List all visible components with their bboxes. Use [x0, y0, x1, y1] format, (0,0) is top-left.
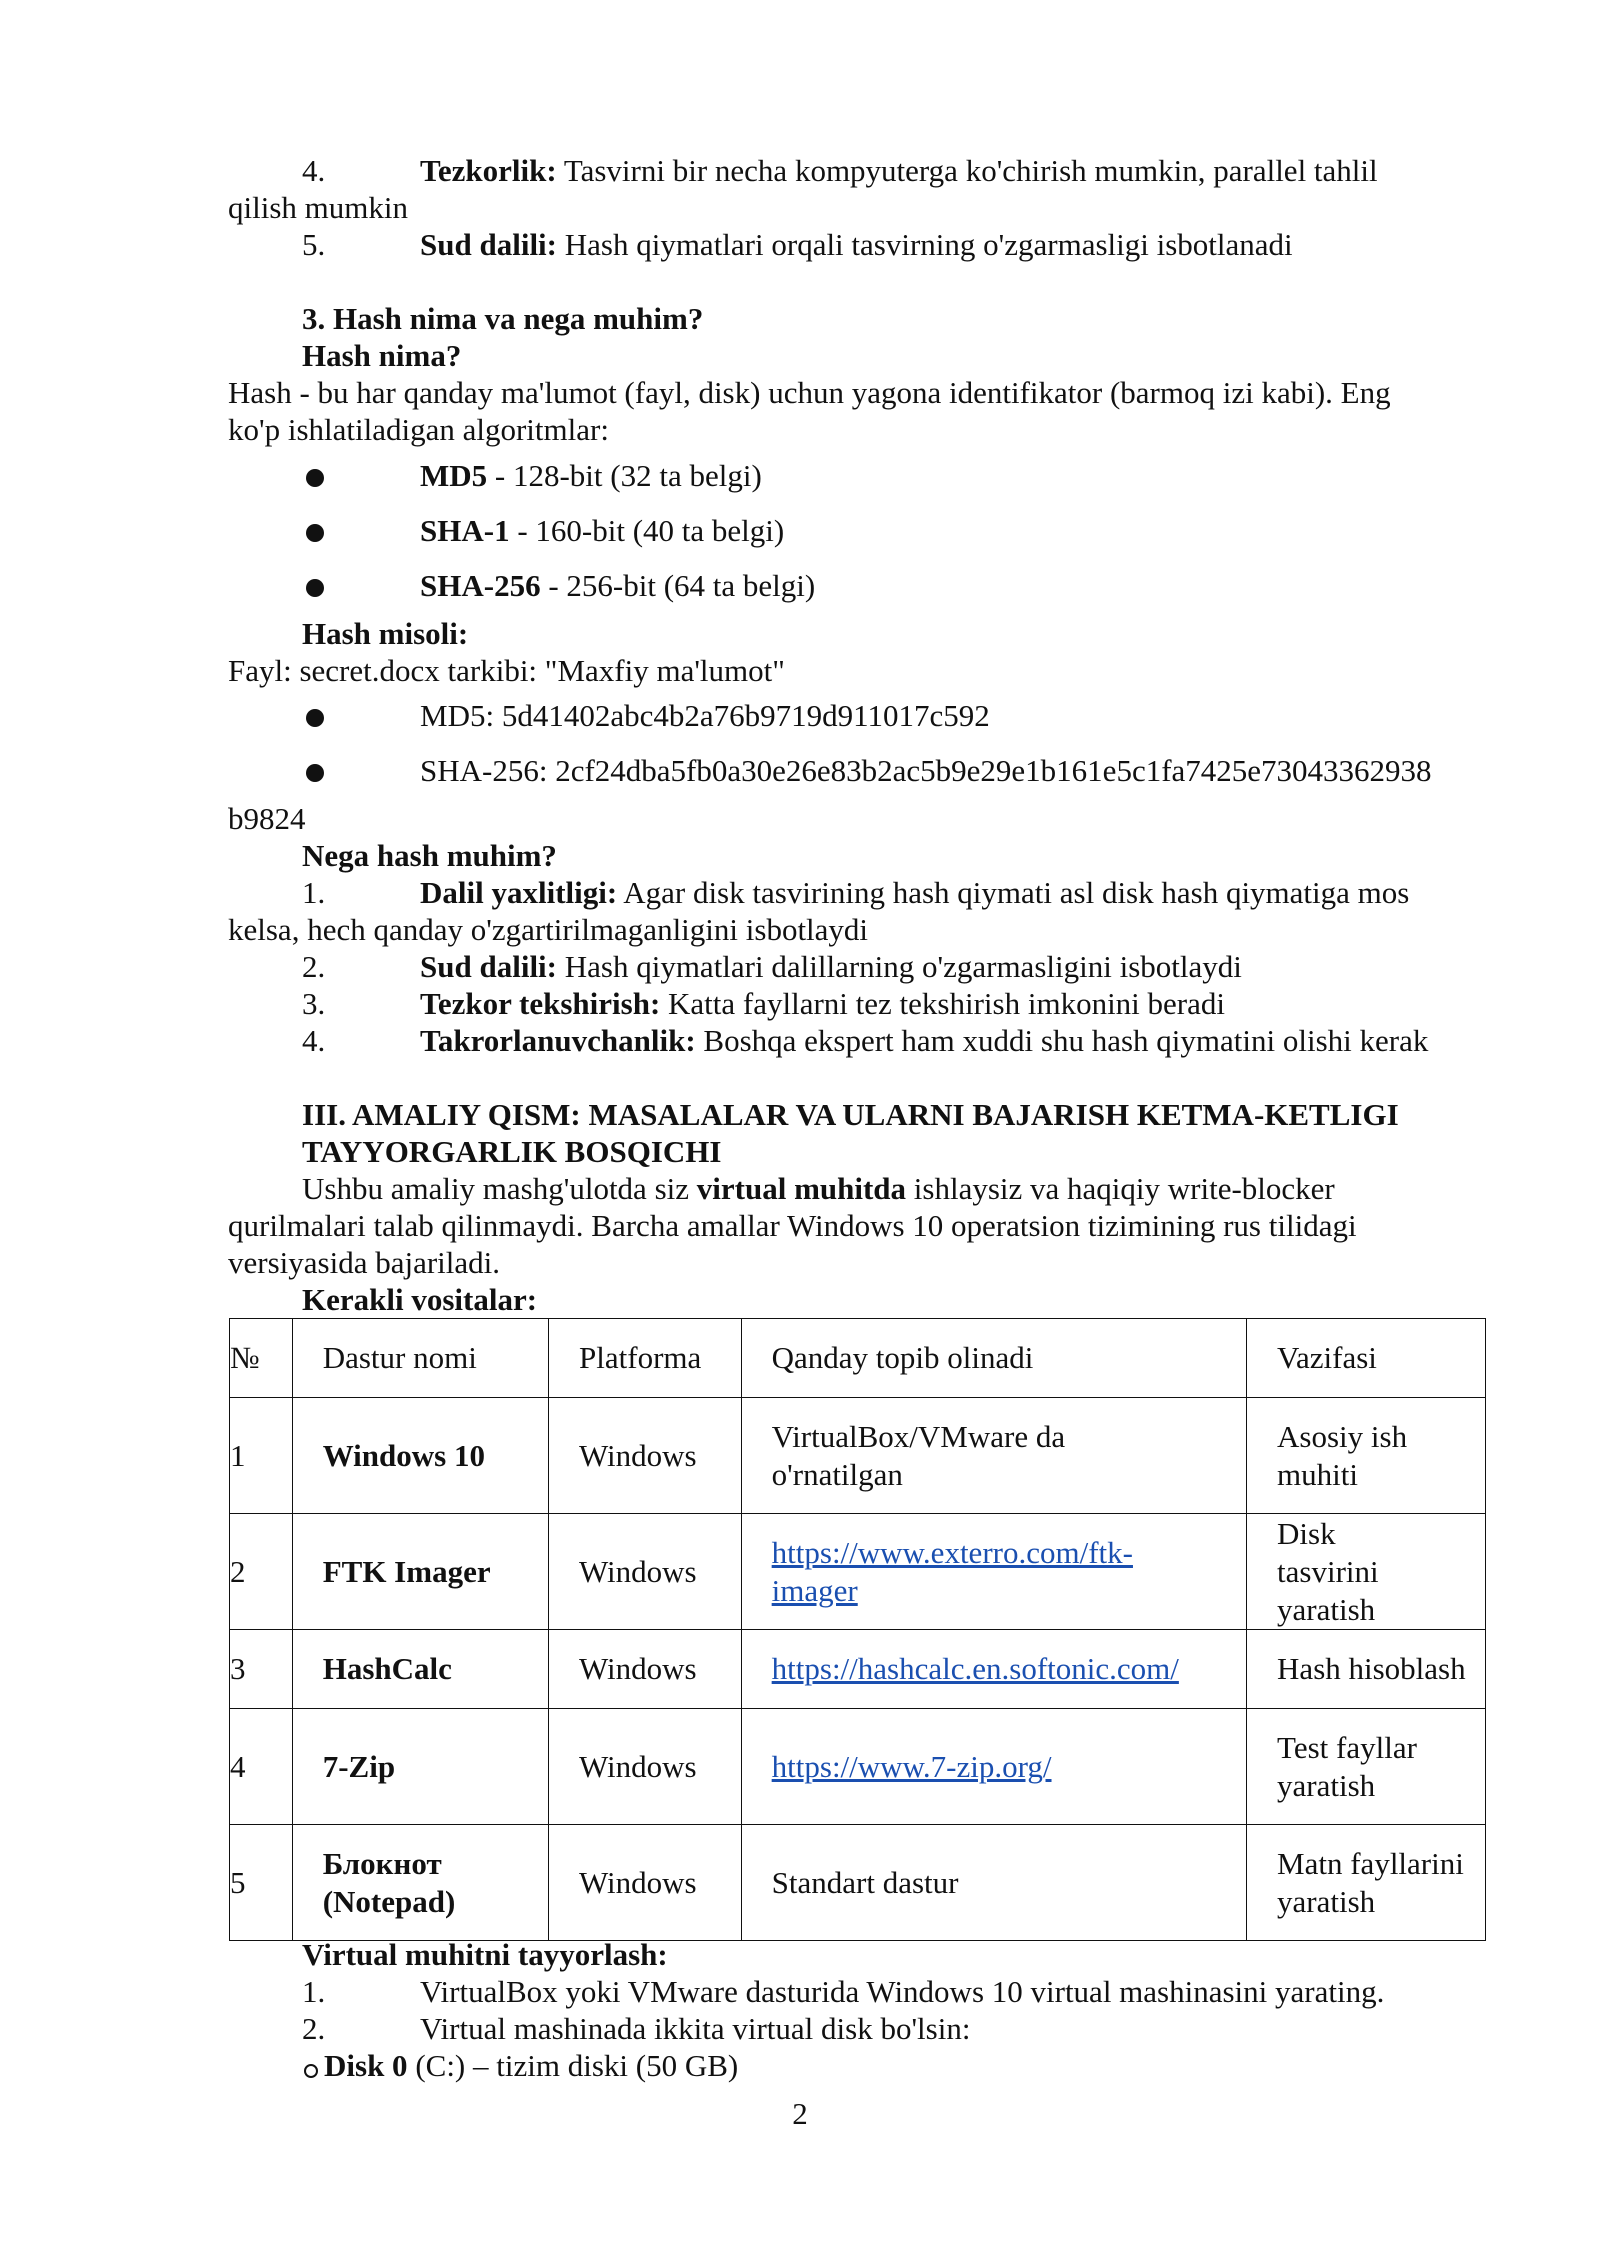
table-row	[230, 1630, 1486, 1709]
vm-step: VirtualBox yoki VMware dasturida Windows 10 virtual mashinasini yarating.	[420, 1974, 1385, 2009]
algorithm-name: SHA-256	[420, 568, 541, 603]
list-number: 5.	[302, 227, 326, 262]
example-md5: MD5: 5d41402abc4b2a76b9719d911017c592	[420, 698, 990, 733]
row-number: 1	[230, 1398, 293, 1514]
tool-platform: Windows	[549, 1709, 742, 1825]
disk-desc: (C:) – tizim diski (50 GB)	[407, 2048, 739, 2083]
subheading-hash-nima: Hash nima?	[302, 338, 462, 373]
algorithm-name: SHA-1	[420, 513, 510, 548]
list-number: 3.	[302, 986, 326, 1021]
part-heading: III. AMALIY QISM: MASALALAR VA ULARNI BAJARISH KETMA-KETLIGI	[302, 1097, 1399, 1132]
bullet-icon	[306, 524, 324, 542]
task-text: Asosiy ish muhiti	[1277, 1418, 1408, 1492]
tool-task: Hash hisoblash	[1247, 1630, 1486, 1709]
subheading-nega-hash-muhim: Nega hash muhim?	[302, 838, 557, 873]
algorithm-desc: - 128-bit (32 ta belgi)	[487, 458, 762, 493]
tool-source	[741, 1398, 1246, 1514]
reason-title: Dalil yaxlitligi:	[420, 875, 618, 910]
list-number: 4.	[302, 153, 326, 188]
row-number: 5	[230, 1825, 293, 1941]
list-item-body: Tasvirni bir necha kompyuterga ko'chirish mumkin, parallel tahlil	[556, 153, 1378, 188]
list-item-text	[420, 226, 1293, 264]
reason-body: Agar disk tasvirining hash qiymati asl disk hash qiymatiga mos	[617, 875, 1410, 910]
paragraph-line: versiyasida bajariladi.	[228, 1245, 501, 1280]
reason-body: Boshqa ekspert ham xuddi shu hash qiymatini olishi kerak	[695, 1023, 1429, 1058]
paragraph-text: Ushbu amaliy mashg'ulotda siz	[302, 1171, 697, 1206]
paragraph-bold: virtual muhitda	[696, 1171, 907, 1206]
tool-name: 7-Zip	[292, 1709, 548, 1825]
paragraph-line: Hash - bu har qanday ma'lumot (fayl, disk) uchun yagona identifikator (barmoq izi kabi). Eng	[228, 375, 1391, 410]
tool-source	[741, 1709, 1246, 1825]
list-number: 2.	[302, 949, 326, 984]
example-sha256-continuation: b9824	[228, 801, 306, 836]
task-text: Test fayllar yaratish	[1277, 1729, 1417, 1803]
reason-title: Tezkor tekshirish:	[420, 986, 661, 1021]
paragraph-line: ko'p ishlatiladigan algoritmlar:	[228, 412, 609, 447]
list-number: 4.	[302, 1023, 326, 1058]
tool-name: Windows 10	[292, 1398, 548, 1514]
algorithm-item	[420, 567, 815, 605]
reason-item	[420, 948, 1242, 986]
table-row	[230, 1514, 1486, 1630]
example-sha256: SHA-256: 2cf24dba5fb0a30e26e83b2ac5b9e29e1b161e5c1fa7425e73043362938	[420, 753, 1432, 788]
reason-continuation: kelsa, hech qanday o'zgartirilmaganligini isbotlaydi	[228, 912, 869, 947]
tool-source: Standart dastur	[741, 1825, 1246, 1941]
column-header: №	[230, 1319, 293, 1398]
task-text: Matn fayllarini yaratish	[1277, 1845, 1464, 1919]
paragraph-line	[302, 1170, 1335, 1208]
tools-table	[229, 1318, 1486, 1941]
list-number: 1.	[302, 1974, 326, 2009]
reason-body: Katta fayllarni tez tekshirish imkonini beradi	[660, 986, 1226, 1021]
subheading-hash-misoli: Hash misoli:	[302, 616, 469, 651]
reason-item	[420, 985, 1225, 1023]
tool-task	[1247, 1398, 1486, 1514]
tool-task	[1247, 1514, 1486, 1630]
tool-platform: Windows	[549, 1630, 742, 1709]
table-row	[230, 1398, 1486, 1514]
paragraph-line: qurilmalari talab qilinmaydi. Barcha amallar Windows 10 operatsion tizimining rus tilidagi	[228, 1208, 1357, 1243]
reason-item	[420, 874, 1409, 912]
reason-title: Sud dalili:	[420, 949, 557, 984]
reason-body: Hash qiymatlari dalillarning o'zgarmasligini isbotlaydi	[557, 949, 1242, 984]
disk-name: Disk 0	[324, 2048, 408, 2083]
algorithm-item	[420, 457, 762, 495]
list-item-text	[420, 152, 1378, 190]
tool-source	[741, 1630, 1246, 1709]
reason-title: Takrorlanuvchanlik:	[420, 1023, 696, 1058]
source-text: VirtualBox/VMware da o'rnatilgan	[771, 1418, 1066, 1492]
list-item-body: Hash qiymatlari orqali tasvirning o'zgarmasligi isbotlanadi	[557, 227, 1293, 262]
table-row	[230, 1825, 1486, 1941]
part-subheading: TAYYORGARLIK BOSQICHI	[302, 1134, 722, 1169]
vm-step: Virtual mashinada ikkita virtual disk bo'lsin:	[420, 2011, 971, 2046]
paragraph-text: ishlaysiz va haqiqiy write-blocker	[906, 1171, 1335, 1206]
row-number: 2	[230, 1514, 293, 1630]
disk-item	[324, 2047, 738, 2085]
tool-name	[292, 1825, 548, 1941]
source-link[interactable]: https://www.7-zip.org/	[771, 1748, 1052, 1784]
bullet-icon	[306, 709, 324, 727]
column-header: Qanday topib olinadi	[741, 1319, 1246, 1398]
algorithm-name: MD5	[420, 458, 488, 493]
reason-item	[420, 1022, 1428, 1060]
vm-heading: Virtual muhitni tayyorlash:	[302, 1937, 668, 1972]
tools-heading: Kerakli vositalar:	[302, 1282, 538, 1317]
column-header: Dastur nomi	[292, 1319, 548, 1398]
algorithm-desc: - 256-bit (64 ta belgi)	[540, 568, 816, 603]
list-item-continuation: qilish mumkin	[228, 190, 408, 225]
list-number: 2.	[302, 2011, 326, 2046]
list-item-title: Sud dalili:	[420, 227, 557, 262]
circle-bullet-icon	[304, 2064, 318, 2078]
source-link[interactable]: https://hashcalc.en.softonic.com/	[771, 1651, 1179, 1686]
tool-name: HashCalc	[292, 1630, 548, 1709]
algorithm-desc: - 160-bit (40 ta belgi)	[509, 513, 785, 548]
row-number: 3	[230, 1630, 293, 1709]
task-text: Disk tasvirini yaratish	[1277, 1515, 1379, 1627]
row-number: 4	[230, 1709, 293, 1825]
page-number: 2	[792, 2096, 808, 2131]
bullet-icon	[306, 579, 324, 597]
bullet-icon	[306, 469, 324, 487]
tool-platform: Windows	[549, 1398, 742, 1514]
table-header-row	[230, 1319, 1486, 1398]
column-header: Platforma	[549, 1319, 742, 1398]
column-header: Vazifasi	[1247, 1319, 1486, 1398]
tool-task	[1247, 1709, 1486, 1825]
tool-platform: Windows	[549, 1825, 742, 1941]
list-item-title: Tezkorlik:	[420, 153, 557, 188]
bullet-icon	[306, 764, 324, 782]
table-row	[230, 1709, 1486, 1825]
example-file: Fayl: secret.docx tarkibi: "Maxfiy ma'lumot"	[228, 653, 785, 688]
source-link[interactable]: https://www.exterro.com/ftk-imager	[771, 1534, 1133, 1608]
tool-name: FTK Imager	[292, 1514, 548, 1630]
tool-task	[1247, 1825, 1486, 1941]
tool-source	[741, 1514, 1246, 1630]
section-heading: 3. Hash nima va nega muhim?	[302, 301, 704, 336]
tool-name-text: Блокнот (Notepad)	[322, 1845, 456, 1919]
tool-platform: Windows	[549, 1514, 742, 1630]
list-number: 1.	[302, 875, 326, 910]
algorithm-item	[420, 512, 784, 550]
